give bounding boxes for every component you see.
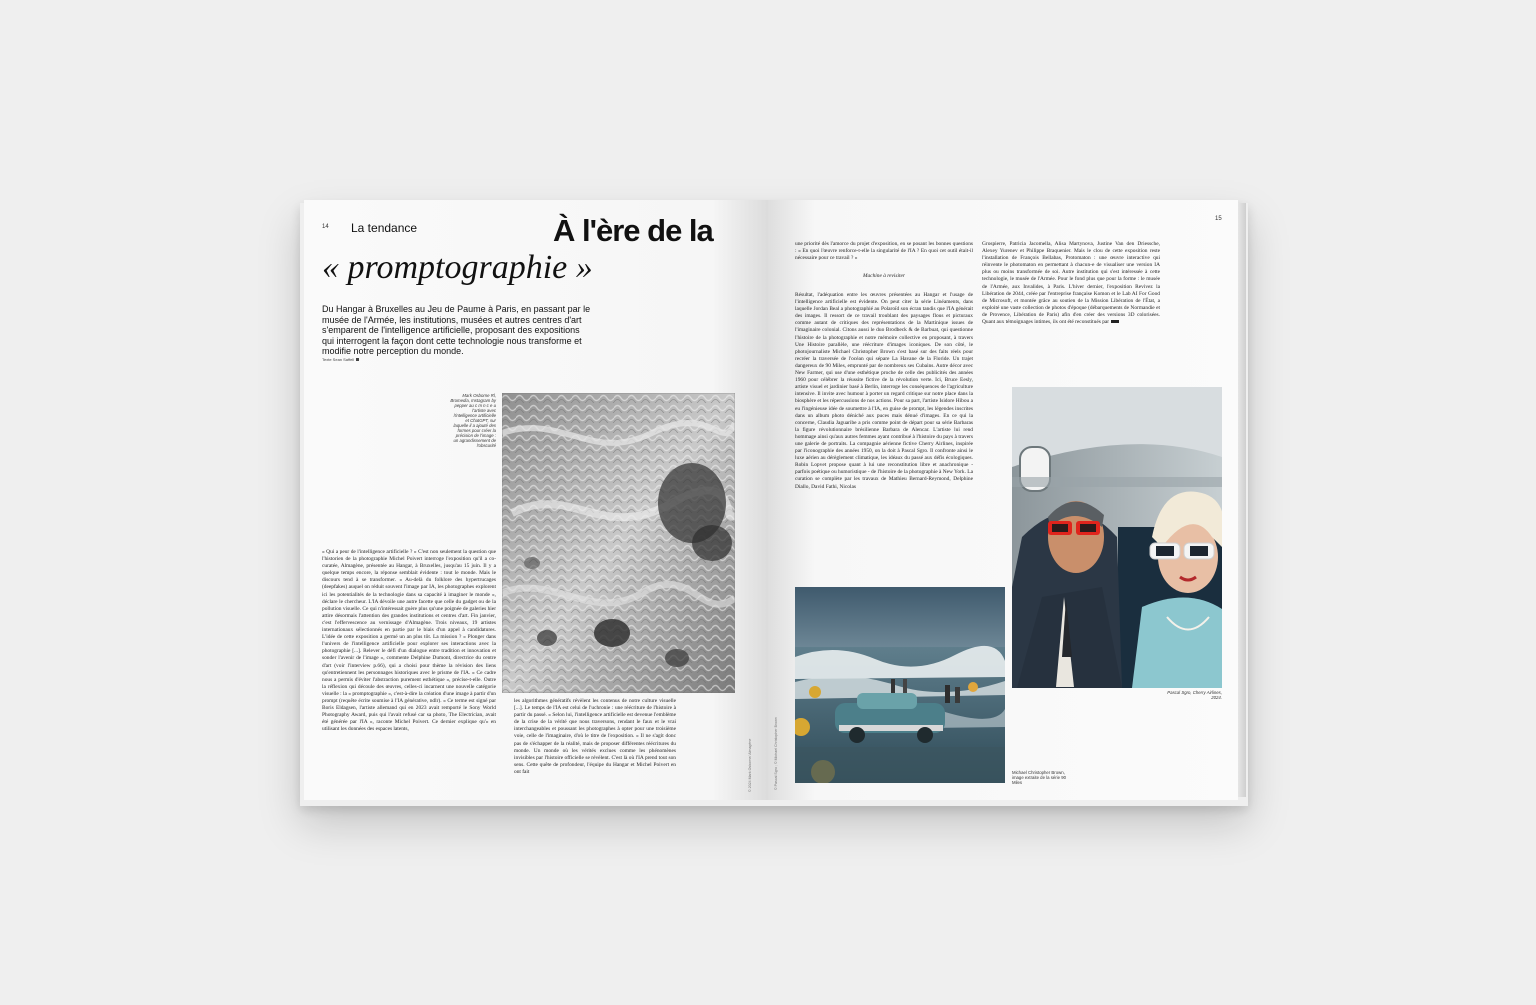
page-number-right: 15 bbox=[1215, 216, 1222, 222]
byline: Texte Sean Saffell bbox=[322, 357, 359, 362]
article-right-intro: une priorité dès l'amorce du projet d'exposition, en se posant les bonnes questions : « En quoi l'œuvre renforce-t-elle la singularité de l'IA ? En quoi cet outil était-il nécessaire pour ce travail ? » bbox=[795, 241, 973, 261]
headline-line-2: « promptographie » bbox=[322, 249, 593, 286]
subhead-machine: Machine à revisiter bbox=[862, 273, 905, 279]
photo-cherry-airlines-couple bbox=[1012, 387, 1222, 688]
article-column-2: les algorithmes génératifs révèlent les contenus de notre culture visuelle [...]. Le temps de l'IA est celui de l'uchronie : une réécriture de l'histoire à partir du passé. » Selon lui, l'intelligence artificielle est devenue l'emblème de la crise de la vérité que nous traversons, rendant le faux et le vrai interchangeables et poussant les photographes à opter pour une troisième voie, celle de l'imaginaire, d'où le titre de l'exposition. « Il ne s'agit donc pas de s'échapper de la réalité, mais de proposer différentes réécritures du monde. Un monde où les vérités exclues comme les phénomènes invisibles par l'histoire officielle se révèlent. C'est là où l'IA prend tout son sens. Cette quête de profondeur, l'équipe du Hangar et Michel Poivert en ont fait bbox=[514, 698, 676, 775]
section-rubric: La tendance bbox=[351, 221, 418, 235]
photo-grayscale-landscape bbox=[502, 393, 735, 693]
page-stack-edge bbox=[1238, 203, 1246, 797]
photo-credit-vertical-right: © Pascal Sgro ; © Michael Christopher Brown bbox=[774, 717, 778, 790]
article-column-1: « Qui a peur de l'intelligence artificielle ? » C'est non seulement la question que l'historien de la photographie Michel Poivert interroge l'exposition qu'il a co-curatée, Almagène, présentée au Hangar, à Bruxelles, jusqu'au 15 juin. Il y a quelque temps encore, la réponse semblait évidente : tout le monde. Mais le discours tend à se transformer. « Au-delà du folklore des hypertrucages (deepfakes) auquel on réduit souvent l'image par IA, les photographes explorent ici les potentialités de la technologie dans sa capacité à imaginer le monde », déclare le chercheur. L'IA dévoile une autre facette que celle du gadget ou de la pollution visuelle. Ce qui n'intéressait guère plus qu'une poignée de galeries hier attire désormais l'attention des grandes institutions et centres d'art. Fin janvier, c'est l'effervescence au vernissage d'Almagène. Trois niveaux, 19 artistes internationaux sélectionnés en partie par le biais d'un appel à candidatures. L'idée de cette exposition a germé un an plus tôt. La mission ? « Plonger dans l'univers de l'intelligence artificielle pour explorer ses interactions avec la photographie [...]. Relever le défi d'un dialogue entre tradition et innovation et sonder l'avenir de l'image », commente Delphine Dumont, directrice du centre d'art (voir l'interview p.66), qui a choisi pour thème la révision des liens qu'entretiennent les personnages historiques avec le prisme de l'IA. « Ce cadre nous a permis d'éviter l'abstraction purement esthétique », précise-t-elle. Outre la réflexion qui découle des œuvres, celles-ci incarnent une nouvelle catégorie visuelle : la « promptographie », c'est-à-dire la création d'une image à partir d'un prompt (requête écrite soumise à l'IA générative, ndlr). « Ce terme est signé par Boris Eldagsen, l'artiste allemand qui en 2023 avait remporté le Sony World Photography Award, puis qui l'avait refusé car sa photo, The Electrician, avait été générée par l'IA », raconte Michel Poivert. Ce dernier explique qu'« en utilisant les données des espaces latents, bbox=[322, 549, 496, 733]
standfirst: Du Hangar à Bruxelles au Jeu de Paume à Paris, en passant par le musée de l'Armée, les institutions, musées et autres centres d'art s'emparent de l'intelligence artificielle, proposant des expositions qui interrogent la façon dont cette technologie nous transforme et modifie notre perception du monde. bbox=[322, 304, 591, 357]
headline-line-1: À l'ère de la bbox=[553, 213, 713, 248]
photo-credit-vertical-left: © 2024 Mark Osborne/ Almagène bbox=[748, 738, 752, 792]
article-right-column-1: Résultat, l'adéquation entre les œuvres présentées au Hangar et l'usage de l'intelligence artificielle est évidente. On peut citer la série Linéaments, dans laquelle Jordan Beal a photographié au Polaroïd son écran tandis que l'IA générait des images. Il ressort de ce travail troublant des paysages flous et picturaux comme autant de critiques des représentations de la Martinique issues de l'imaginaire colonial. Citons aussi le duo Brodbeck & de Barbuat, qui questionne l'histoire de la photographie et notre mémoire collective en proposant, à travers Une Histoire parallèle, une réécriture d'images iconiques. De son côté, le photojournaliste Michael Christopher Brown s'est basé sur des faits réels pour recréer la traversée de l'océan qui sépare La Havane de la Floride. Un trajet dangereux de 90 Miles, emprunté par de nombreux ses Cubains. Autre décor avec New Farmer, qui use d'une esthétique proche de celle des publicités des années 1960 pour célébrer la réussite fictive de la révolution verte. Ici, Bruce Eesly, artiste visuel et jardinier basé à Berlin, interroge les conséquences de l'agriculture intensive. Il invite avec humour à porter un regard critique sur notre place dans la biosphère et les répercussions de nos actions. Pour sa part, l'artiste Isidore Hibou a eu l'ingénieuse idée de soumettre à l'IA, en guise de prompt, les légendes inscrites dans un album photo déniché aux puces mais dénué d'images. En ce qui la concerne, Claudia Jaguaribe a pris comme point de départ pour sa série Barbaras la figure révolutionnaire brésilienne Barbara de Alencar. L'artiste lui rend hommage ainsi qu'aux autres femmes ayant contribué à l'histoire du pays à travers une galerie de portraits. La compagnie aérienne fictive Cherry Airlines, inspirée par l'iconographie des années 1950, on la doit à Pascal Sgro. Il confronte ainsi le luxe aérien au dérèglement climatique, les idéaux du passé aux défis écologiques. Robin Lopvet propose quant à lui une reconstitution libre et anachronique - parfois poétique ou humoristique - de l'histoire de la photographie à New York. La curation se complète par les travaux de Mathieu Bernard-Reymond, Delphine Diallo, David Fathi, Nicolas bbox=[795, 292, 973, 490]
photo-caption-beach: Michael Christopher Brown, image extraite de la série 90 Miles bbox=[1012, 770, 1066, 785]
end-of-article-mark bbox=[1111, 320, 1119, 323]
photo-cuban-beach-car bbox=[795, 587, 1005, 783]
photo-caption-left: Mark Osborne Rl, Bromedia, Instagram by pepper au c m n c e u l'artiste avec l'intelligence artificielle et ChatGPT, sur laquelle il a ajouté des formes pour créer la précision de l'image : un agrandissement de l'obscurité bbox=[450, 393, 496, 448]
photo-caption-plane: Pascal Sgro, Cherry Airlines, 2024. bbox=[1167, 690, 1222, 700]
page-number-left: 14 bbox=[322, 224, 329, 230]
article-right-column-2: Grospierre, Patricia Jacomella, Alisa Martynova, Justine Van den Driessche, Alexey Yurenev et Philippe Braquenier. Mais le clou de cette exposition reste l'installation de François Bellabas, Protomaton : une œuvre interactive qui réinvente le photomaton en permettant à chacun-e de visualiser une version IA plus ou moins transformée de soi. Autre institution qui s'est intéressée à cette technologie, le musée de l'Armée. Pour le fond plus que pour la forme : le musée de l'Armée, aux Invalides, à Paris. L'hiver dernier, l'exposition Revivez la Libération de 2044, créée par l'entreprise française Komon et le Lab AI For Good de Microsoft, et montée grâce au soutien de la Mission Libération de l'État, a exploité une vaste collection de photos d'époque (débarquements de Normandie et de Provence, Libération de Paris) afin d'en créer des versions 3D colorisées. Quant aux témoignages intimes, ils ont été reconstitués par bbox=[982, 241, 1160, 326]
